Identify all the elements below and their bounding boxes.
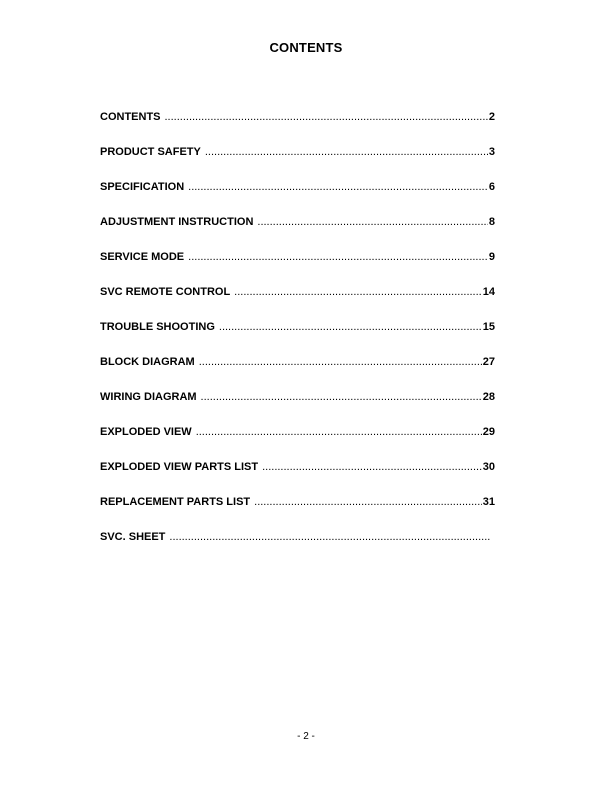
toc-entry-label: EXPLODED VIEW PARTS LIST: [100, 461, 259, 473]
toc-entry-exploded-view-parts-list[interactable]: [100, 461, 495, 496]
toc-entry-block-diagram[interactable]: [100, 356, 495, 391]
toc-entry-label: PRODUCT SAFETY: [100, 146, 201, 158]
toc-entry-replacement-parts-list[interactable]: [100, 496, 495, 531]
toc-entry-page-number: 31: [482, 496, 495, 508]
dot-leader: [257, 216, 487, 228]
dot-leader: [254, 496, 482, 508]
toc-entry-exploded-view[interactable]: [100, 426, 495, 461]
toc-entry-service-mode[interactable]: [100, 251, 495, 286]
toc-entry-label: SPECIFICATION: [100, 181, 185, 193]
table-of-contents: [100, 111, 495, 566]
toc-entry-page-number: 15: [482, 321, 495, 333]
toc-entry-product-safety[interactable]: [100, 146, 495, 181]
toc-entry-label: EXPLODED VIEW: [100, 426, 192, 438]
toc-entry-page-number: 29: [482, 426, 495, 438]
toc-entry-page-number: 27: [482, 356, 495, 368]
dot-leader: [262, 461, 482, 473]
dot-leader: [219, 321, 482, 333]
toc-entry-label: ADJUSTMENT INSTRUCTION: [100, 216, 254, 228]
dot-leader: [196, 426, 482, 438]
dot-leader: [201, 391, 482, 403]
toc-entry-page-number: 30: [482, 461, 495, 473]
dot-leader: [188, 181, 488, 193]
dot-leader: [188, 251, 488, 263]
toc-entry-adjustment-instruction[interactable]: [100, 216, 495, 251]
toc-entry-label: REPLACEMENT PARTS LIST: [100, 496, 251, 508]
toc-entry-wiring-diagram[interactable]: [100, 391, 495, 426]
toc-entry-label: WIRING DIAGRAM: [100, 391, 197, 403]
toc-entry-page-number: 28: [482, 391, 495, 403]
dot-leader: [169, 531, 490, 543]
page-title: CONTENTS: [269, 40, 343, 55]
toc-entry-page-number: 6: [488, 181, 495, 193]
toc-entry-svc-sheet[interactable]: [100, 531, 495, 566]
toc-entry-contents[interactable]: [100, 111, 495, 146]
toc-entry-page-number: 3: [488, 146, 495, 158]
dot-leader: [234, 286, 482, 298]
toc-entry-label: TROUBLE SHOOTING: [100, 321, 215, 333]
toc-entry-page-number: 2: [488, 111, 495, 123]
toc-entry-page-number: 9: [488, 251, 495, 263]
dot-leader: [205, 146, 488, 158]
dot-leader: [199, 356, 482, 368]
toc-entry-specification[interactable]: [100, 181, 495, 216]
toc-entry-trouble-shooting[interactable]: [100, 321, 495, 356]
toc-entry-page-number: 8: [488, 216, 495, 228]
toc-entry-label: SVC. SHEET: [100, 531, 166, 543]
toc-entry-label: CONTENTS: [100, 111, 161, 123]
toc-entry-label: SERVICE MODE: [100, 251, 185, 263]
dot-leader: [165, 111, 488, 123]
page-number-footer: - 2 -: [297, 731, 315, 742]
toc-entry-page-number: 14: [482, 286, 495, 298]
toc-entry-label: BLOCK DIAGRAM: [100, 356, 195, 368]
toc-entry-svc-remote-control[interactable]: [100, 286, 495, 321]
toc-entry-label: SVC REMOTE CONTROL: [100, 286, 231, 298]
